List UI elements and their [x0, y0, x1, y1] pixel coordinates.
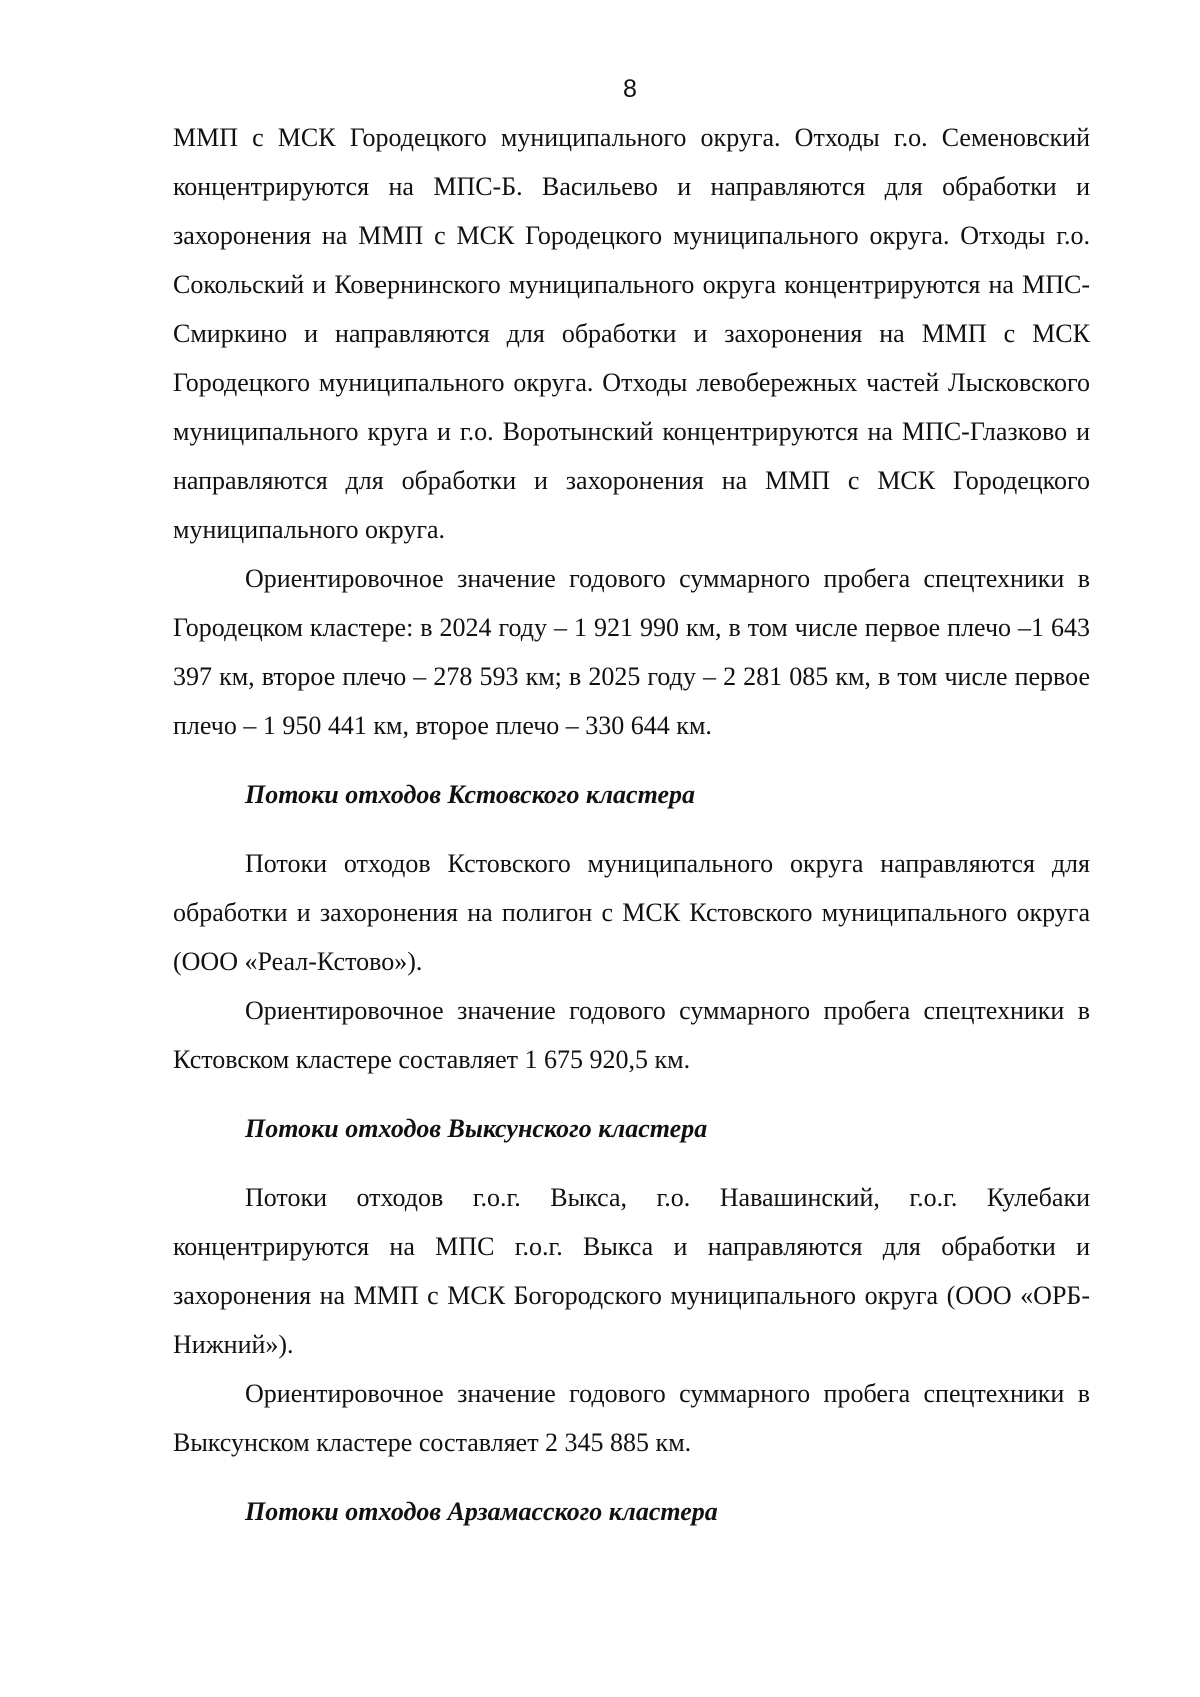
- heading-kstovo-cluster: Потоки отходов Кстовского кластера: [245, 780, 695, 809]
- paragraph-kstovo-mileage: Ориентировочное значение годового суммарного пробега спецтехники в Кстовском кластере составляет 1 675 920,5 км.: [173, 996, 1090, 1074]
- paragraph-kstovo-flows: Потоки отходов Кстовского муниципального округа направляются для обработки и захоронения на полигон с МСК Кстовского муниципального округа (ООО «Реал-Кстово»).: [173, 849, 1090, 976]
- heading-arzamas-cluster: Потоки отходов Арзамасского кластера: [245, 1497, 718, 1526]
- paragraph-gorodets-mileage: Ориентировочное значение годового суммарного пробега спецтехники в Городецком кластере: в 2024 году – 1 921 990 км, в том числе первое плечо –1 643 397 км, второе плечо – 278 593 км; в 2025 году – 2 281 085 км, в том числе первое плечо – 1 950 441 км, второе плечо – 330 644 км.: [173, 564, 1090, 740]
- document-body: [173, 113, 1090, 1536]
- paragraph-vyksa-flows: Потоки отходов г.о.г. Выкса, г.о. Навашинский, г.о.г. Кулебаки концентрируются на МПС г.о.г. Выкса и направляются для обработки и захоронения на ММП с МСК Богородского муниципального округа (ООО «ОРБ-Нижний»).: [173, 1183, 1090, 1359]
- paragraph-gorodets-flows: ММП с МСК Городецкого муниципального округа. Отходы г.о. Семеновский концентрируются на МПС-Б. Васильево и направляются для обработки и захоронения на ММП с МСК Городецкого муниципального округа. Отходы г.о. Сокольский и Ковернинского муниципального округа концентрируются на МПС-Смиркино и направляются для обработки и захоронения на ММП с МСК Городецкого муниципального округа. Отходы левобережных частей Лысковского муниципального круга и г.о. Воротынский концентрируются на МПС-Глазково и направляются для обработки и захоронения на ММП с МСК Городецкого муниципального округа.: [173, 123, 1090, 544]
- paragraph-vyksa-mileage: Ориентировочное значение годового суммарного пробега спецтехники в Выксунском кластере составляет 2 345 885 км.: [173, 1379, 1090, 1457]
- heading-vyksa-cluster: Потоки отходов Выксунского кластера: [245, 1114, 708, 1143]
- page-number: 8: [623, 75, 637, 103]
